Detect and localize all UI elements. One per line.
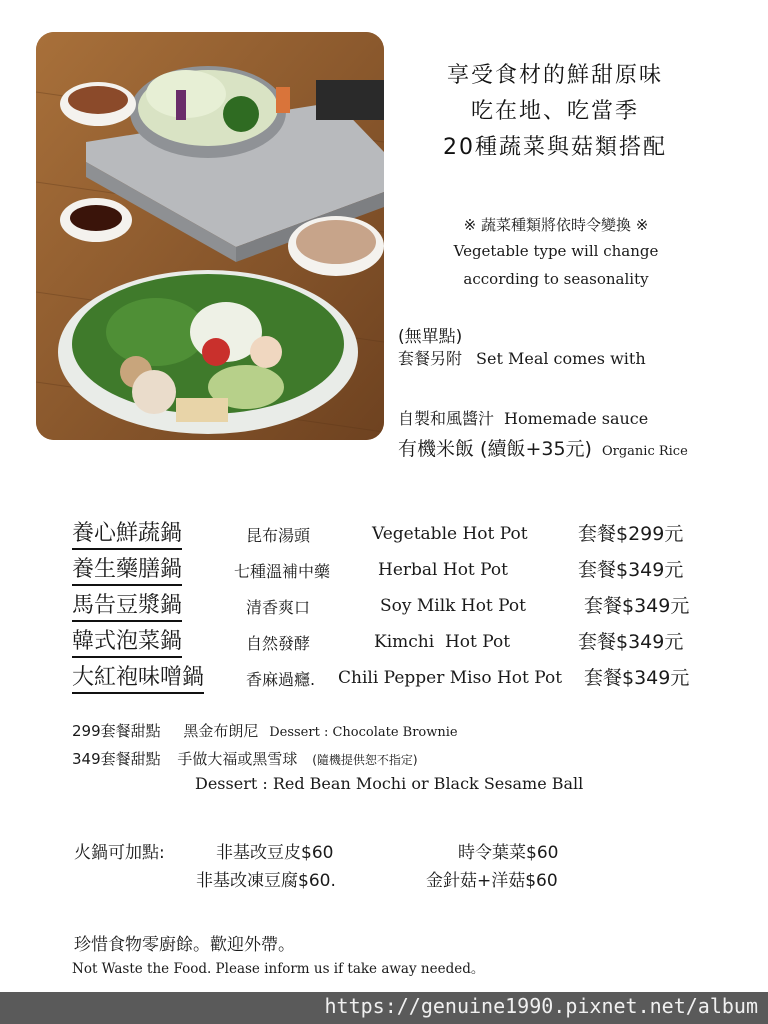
set-meal-zh: 套餐另附 bbox=[398, 349, 463, 368]
watermark-url: https://genuine1990.pixnet.net/album bbox=[324, 994, 758, 1018]
seasonal-note-en-2: according to seasonality bbox=[463, 270, 649, 288]
addon-item: 金針菇+洋菇$60 bbox=[426, 871, 558, 891]
menu-row bbox=[0, 628, 768, 662]
seasonal-note-en-1: Vegetable type will change bbox=[453, 242, 659, 260]
dessert-349-en: Dessert : Red Bean Mochi or Black Sesame Ball bbox=[195, 774, 584, 793]
menu-row bbox=[0, 592, 768, 626]
addon-item: 非基改凍豆腐$60. bbox=[196, 871, 336, 891]
menu-item-name: 韓式泡菜鍋 bbox=[72, 628, 182, 658]
rice-line bbox=[398, 434, 688, 461]
seasonal-note-zh: ※ 蔬菜種類將依時令變換 ※ bbox=[463, 216, 649, 234]
menu-item-desc: 香麻過癮. bbox=[246, 670, 316, 689]
headline-line-3: 20種蔬菜與菇類搭配 bbox=[443, 135, 667, 160]
menu-item-price: 套餐$349元 bbox=[584, 667, 690, 689]
menu-item-desc: 昆布湯頭 bbox=[246, 526, 311, 545]
dessert-299-en: Dessert : Chocolate Brownie bbox=[269, 725, 458, 740]
menu-item-price: 套餐$349元 bbox=[578, 631, 684, 653]
menu-item-desc: 七種溫補中藥 bbox=[234, 562, 331, 581]
closing-zh: 珍惜食物零廚餘。歡迎外帶。 bbox=[74, 935, 295, 955]
set-meal-line bbox=[398, 346, 646, 369]
sauce-en: Homemade sauce bbox=[504, 409, 649, 428]
menu-item-en: Vegetable Hot Pot bbox=[372, 524, 528, 544]
menu-row bbox=[0, 664, 768, 698]
sauce-line bbox=[398, 406, 648, 429]
dessert-299-line bbox=[72, 720, 458, 741]
menu-item-en: Soy Milk Hot Pot bbox=[380, 596, 526, 616]
menu-item-en: Herbal Hot Pot bbox=[378, 560, 508, 580]
set-meal-en: Set Meal comes with bbox=[476, 349, 646, 368]
menu-item-desc: 清香爽口 bbox=[246, 598, 311, 617]
headline-line-1: 享受食材的鮮甜原味 bbox=[446, 63, 663, 88]
dessert-349-zh: 手做大福或黑雪球 bbox=[177, 750, 298, 768]
rice-zh: 有機米飯 (續飯+35元) bbox=[398, 438, 592, 460]
dessert-349-label: 349套餐甜點 bbox=[72, 750, 161, 768]
menu-row bbox=[0, 556, 768, 590]
menu-item-en: Chili Pepper Miso Hot Pot bbox=[338, 668, 563, 688]
menu-item-price: 套餐$349元 bbox=[578, 559, 684, 581]
addon-item: 非基改豆皮$60 bbox=[216, 843, 334, 863]
rice-en: Organic Rice bbox=[601, 444, 688, 459]
dessert-299-label: 299套餐甜點 bbox=[72, 722, 161, 740]
addons-label: 火鍋可加點: bbox=[74, 843, 165, 863]
menu-item-desc: 自然發酵 bbox=[246, 634, 311, 653]
dessert-299-zh: 黑金布朗尼 bbox=[183, 722, 259, 740]
dessert-349-note: (隨機提供恕不指定) bbox=[312, 753, 418, 767]
sauce-zh: 自製和風醬汁 bbox=[398, 409, 495, 428]
closing-en: Not Waste the Food. Please inform us if take away needed。 bbox=[72, 961, 485, 977]
set-meal-heading: (無單點) bbox=[398, 327, 463, 347]
menu-item-en: Kimchi Hot Pot bbox=[374, 632, 511, 652]
menu-item-name: 養生藥膳鍋 bbox=[72, 556, 182, 586]
dessert-349-line bbox=[72, 748, 418, 769]
menu-item-name: 馬告豆漿鍋 bbox=[72, 592, 182, 622]
menu-row bbox=[0, 520, 768, 554]
addon-item: 時令葉菜$60 bbox=[458, 843, 559, 863]
hot-pot-photo bbox=[36, 32, 384, 440]
menu-item-price: 套餐$349元 bbox=[584, 595, 690, 617]
menu-item-name: 大紅袍味噌鍋 bbox=[72, 664, 204, 694]
menu-item-price: 套餐$299元 bbox=[578, 523, 684, 545]
headline-line-2: 吃在地、吃當季 bbox=[470, 99, 639, 124]
menu-item-name: 養心鮮蔬鍋 bbox=[72, 520, 182, 550]
